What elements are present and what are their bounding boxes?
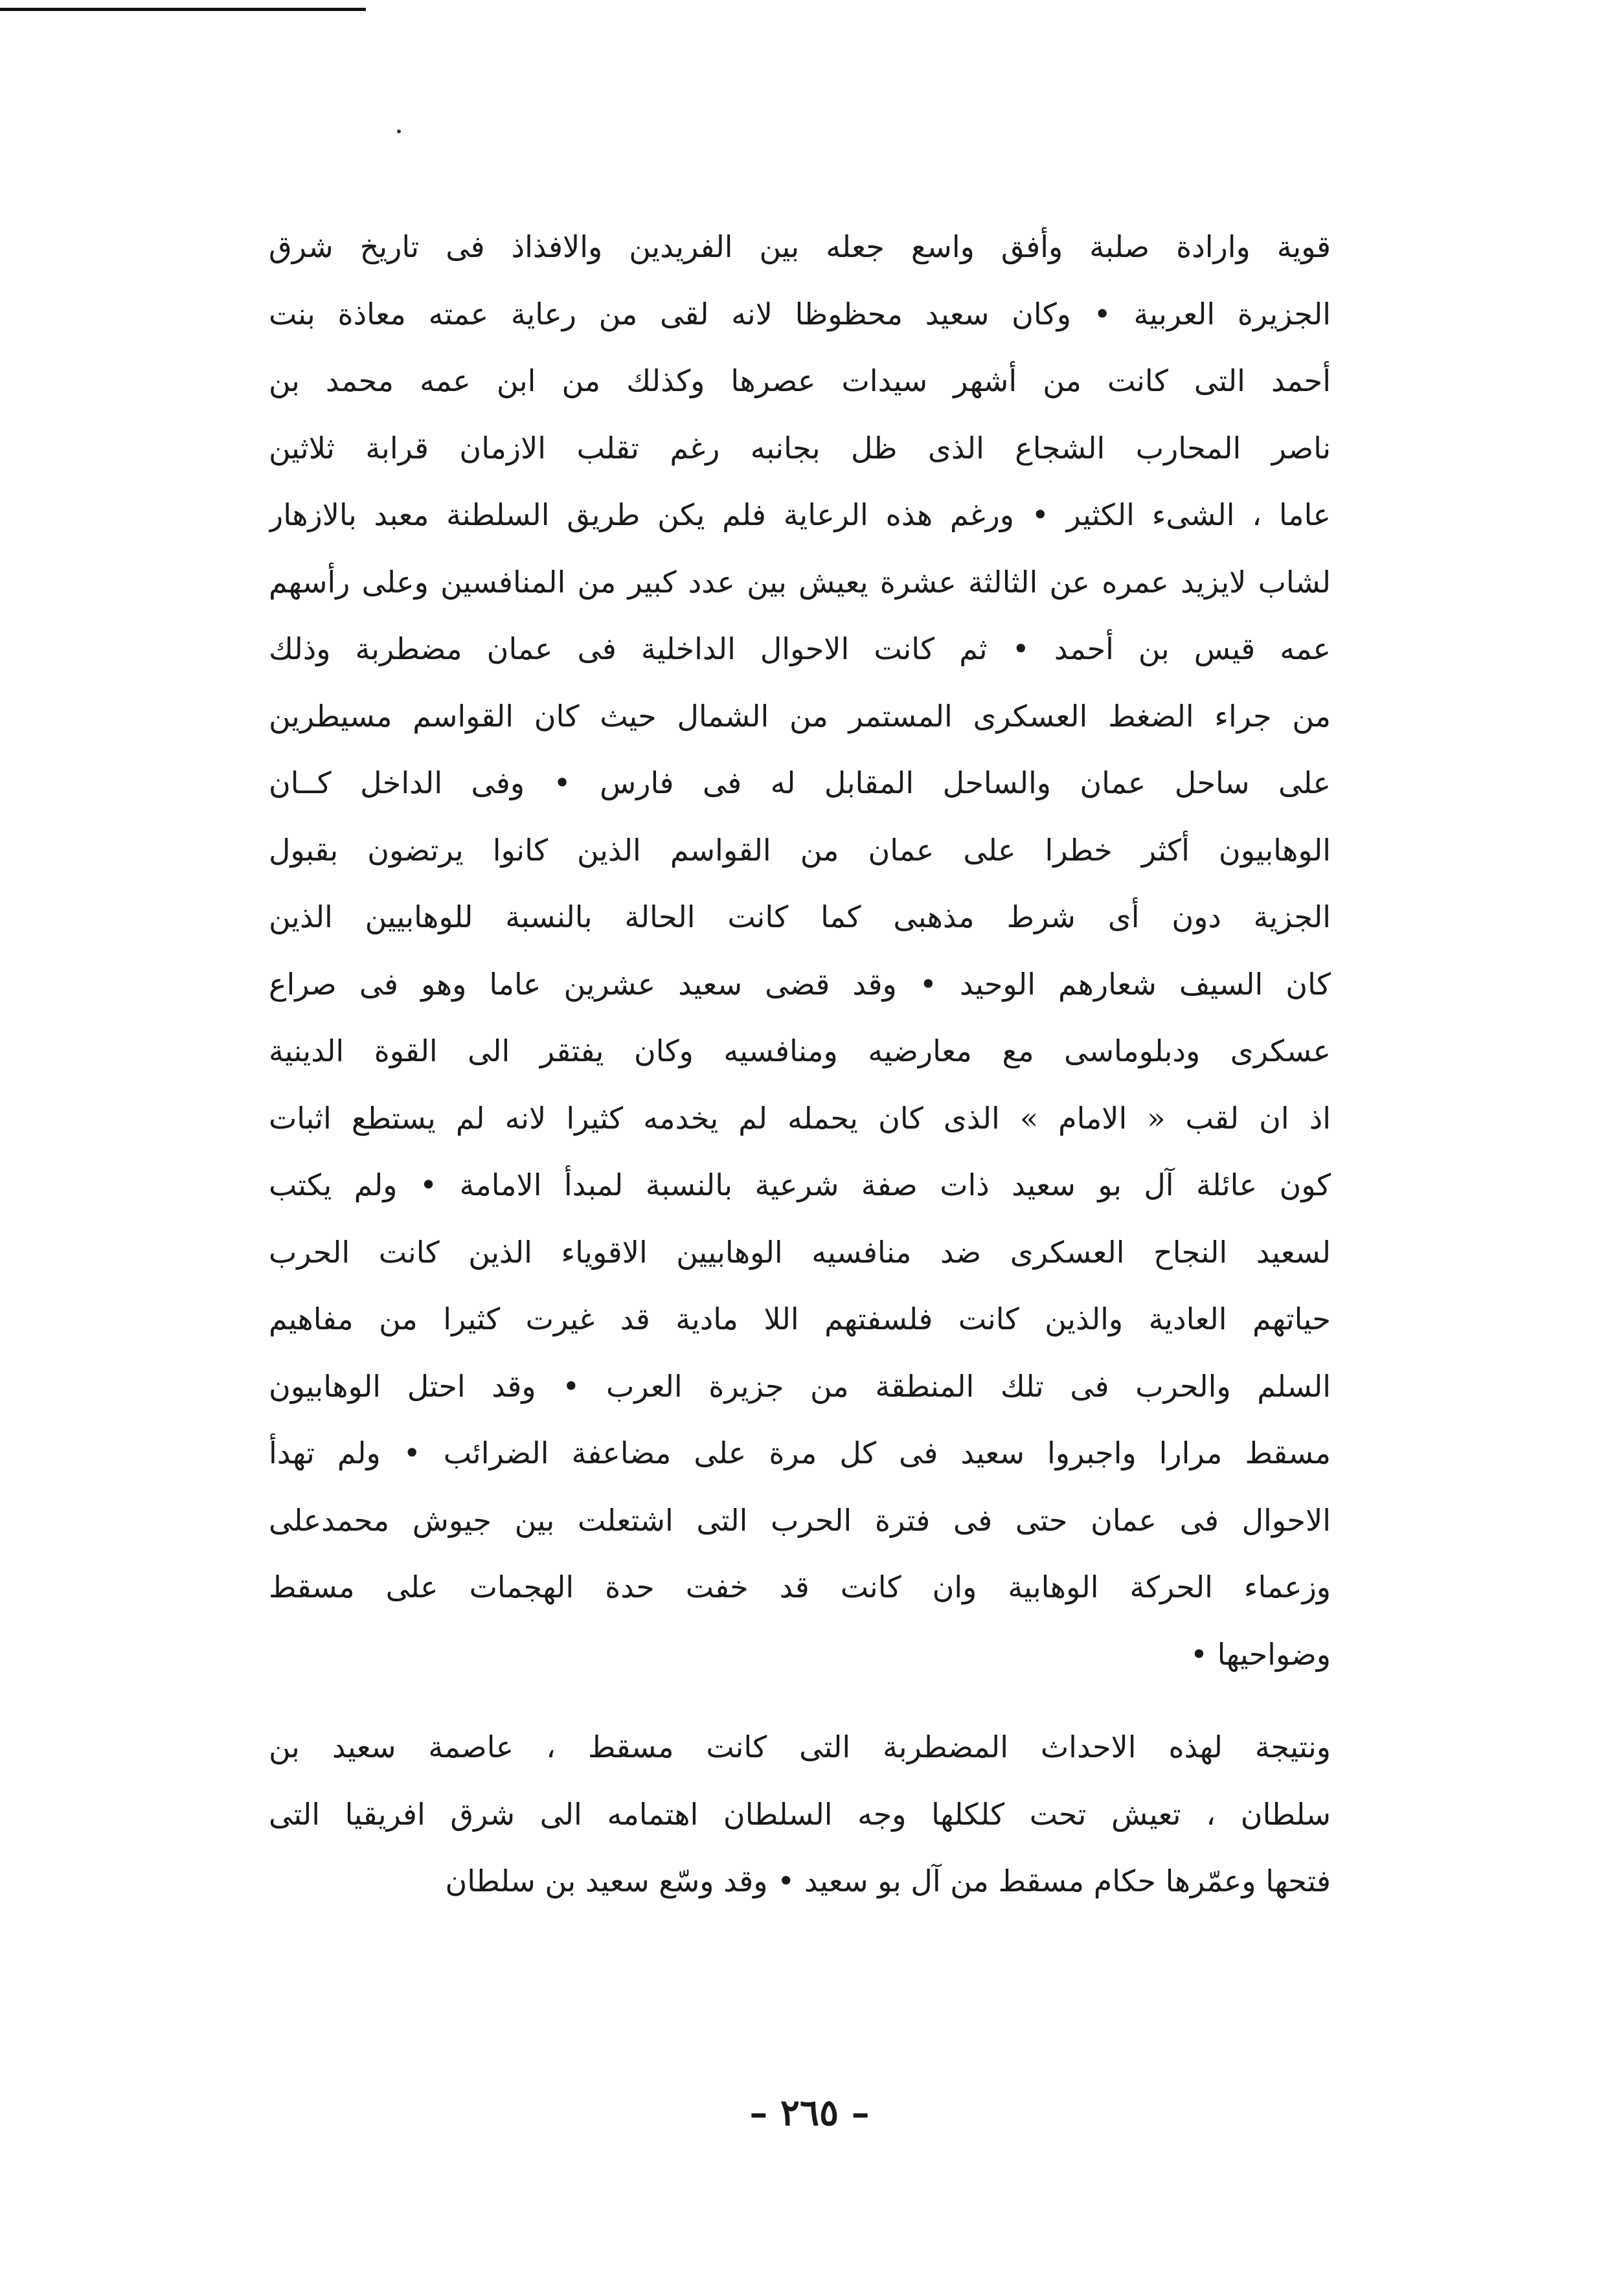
paragraph <box>269 214 1331 1688</box>
text-line: عسكرى ودبلوماسى مع معارضيه ومنافسيه وكان يفتقر الى القوة الدينية <box>269 1033 1331 1068</box>
text-line: الوهابيون أكثر خطرا على عمان من القواسم الذين كانوا يرتضون بقبول <box>269 832 1331 868</box>
top-rule <box>0 8 366 11</box>
page-number: – ٢٦٥ – <box>749 2091 870 2134</box>
text-line: كان السيف شعارهم الوحيد • وقد قضى سعيد عشرين عاما وهو فى صراع <box>269 966 1331 1002</box>
text-line: السلم والحرب فى تلك المنطقة من جزيرة العرب • وقد احتل الوهابيون <box>269 1368 1331 1404</box>
text-line: كون عائلة آل بو سعيد ذات صفة شرعية بالنسبة لمبدأ الامامة • ولم يكتب <box>269 1167 1331 1202</box>
text-line: فتحها وعمّرها حكام مسقط من آل بو سعيد • وقد وسّع سعيد بن سلطان <box>445 1863 1331 1898</box>
text-line: سلطان ، تعيش تحت كلكلها وجه السلطان اهتمامه الى شرق افريقيا التى <box>269 1796 1331 1832</box>
text-line: ونتيجة لهذه الاحداث المضطربة التى كانت مسقط ، عاصمة سعيد بن <box>269 1729 1331 1764</box>
text-line: على ساحل عمان والساحل المقابل له فى فارس • وفى الداخل كــان <box>269 765 1331 800</box>
text-line: الجزيرة العربية • وكان سعيد محظوظا لانه لقى من رعاية عمته معاذة بنت <box>269 296 1331 332</box>
text-line: لشاب لايزيد عمره عن الثالثة عشرة يعيش بين عدد كبير من المنافسين وعلى رأسهم <box>269 564 1331 600</box>
text-line: أحمد التى كانت من أشهر سيدات عصرها وكذلك من ابن عمه محمد بن <box>269 363 1331 398</box>
paragraph <box>269 1714 1331 1915</box>
text-line: عاما ، الشىء الكثير • ورغم هذه الرعاية فلم يكن طريق السلطنة معبد بالازهار <box>269 497 1331 532</box>
text-line: حياتهم العادية والذين كانت فلسفتهم اللا مادية قد غيرت كثيرا من مفاهيم <box>269 1301 1331 1336</box>
body-text <box>269 214 1331 1915</box>
text-line: الاحوال فى عمان حتى فى فترة الحرب التى اشتعلت بين جيوش محمدعلى <box>269 1502 1331 1538</box>
text-line: الجزية دون أى شرط مذهبى كما كانت الحالة بالنسبة للوهابيين الذين <box>269 899 1331 934</box>
text-line: مسقط مرارا واجبروا سعيد فى كل مرة على مضاعفة الضرائب • ولم تهدأ <box>269 1435 1331 1470</box>
ink-speck <box>397 129 401 133</box>
text-line: قوية وارادة صلبة وأفق واسع جعله بين الفريدين والافذاذ فى تاريخ شرق <box>269 229 1331 264</box>
text-line: من جراء الضغط العسكرى المستمر من الشمال حيث كان القواسم مسيطرين <box>269 698 1331 734</box>
paragraph-gap <box>269 1688 1331 1714</box>
text-line: وضواحيها • <box>1190 1636 1331 1672</box>
text-line: ناصر المحارب الشجاع الذى ظل بجانبه رغم تقلب الازمان قرابة ثلاثين <box>269 430 1331 466</box>
text-line: لسعيد النجاح العسكرى ضد منافسيه الوهابيين الاقوياء الذين كانت الحرب <box>269 1234 1331 1270</box>
text-line: وزعماء الحركة الوهابية وان كانت قد خفت حدة الهجمات على مسقط <box>269 1570 1331 1604</box>
text-line: عمه قيس بن أحمد • ثم كانت الاحوال الداخلية فى عمان مضطربة وذلك <box>269 631 1331 666</box>
text-line: اذ ان لقب « الامام » الذى كان يحمله لم يخدمه كثيرا لانه لم يستطع اثبات <box>269 1100 1331 1136</box>
